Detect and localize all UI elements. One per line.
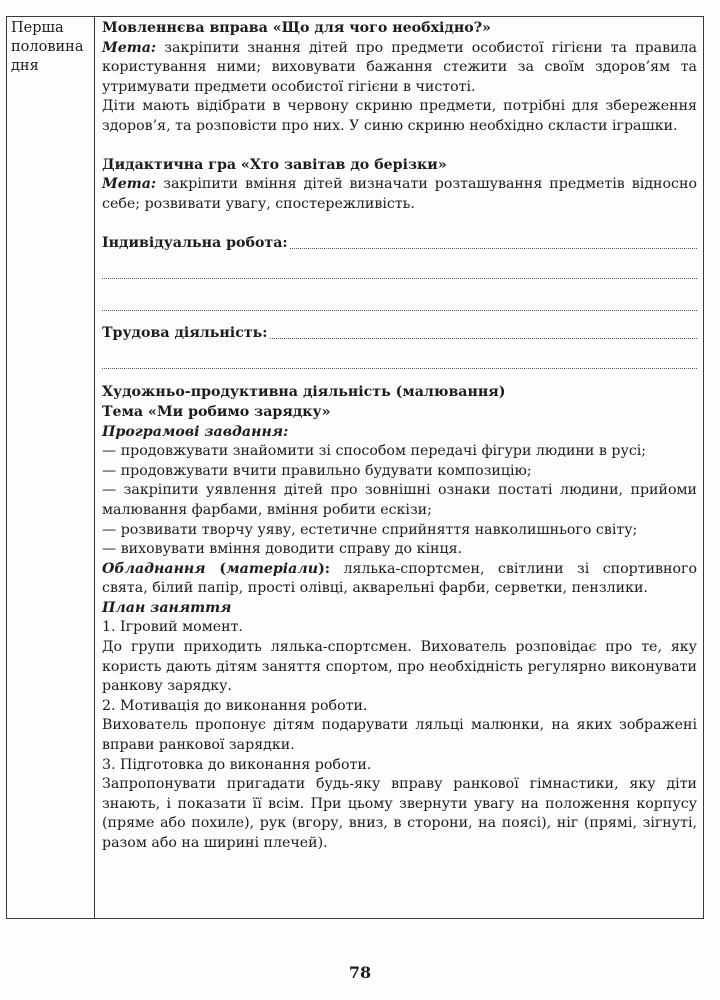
materials-label: матеріали: [226, 560, 319, 577]
plan-step-text: Вихователь пропонує дітям подарувати ляльці малюнки, на яких зображені вправи ранкової зарядки.: [102, 717, 697, 754]
art-activity-theme: Тема «Ми робимо зарядку»: [102, 403, 331, 420]
program-task-item: — продовжувати вчити правильно будувати композицію;: [102, 462, 532, 479]
plan-step-text: До групи приходить лялька-спортсмен. Вихователь розповідає про те, яку користь дають дітям заняття спортом, про необхідність регулярно виконувати ранкову зарядку.: [102, 639, 697, 695]
individual-work-label: Індивідуальна робота:: [102, 234, 288, 251]
page-number: 78: [348, 963, 372, 982]
program-task-item: — закріпити уявлення дітей про зовнішні ознаки постаті людини, прийоми малювання фарбами, вміння робити ескізи;: [102, 482, 697, 518]
equipment-text: лялька-спортсмен, світлини зі спортивного свята, білий папір, прості олівці, акварельні фарби, серветки, пензлики.: [102, 560, 698, 597]
program-task-item: — розвивати творчу уяву, естетичне сприйняття навколишнього світу;: [102, 521, 638, 538]
plan-step-text: Запропонувати пригадати будь-яку вправу ранкової гімнастики, яку діти знають, і показати її всім. При цьому звернути увагу на положення корпусу (пряме або похиле), рук (вгору, вниз, в сторони, на поясі), ніг (прямі, зігнуті, разом або на ширині плечей).: [102, 776, 697, 851]
fill-in-line: [102, 291, 697, 311]
program-task-item: — продовжувати знайомити зі способом передачі фігури людини в русі;: [102, 443, 647, 460]
fill-in-line: [290, 248, 697, 249]
speech-exercise-description: Діти мають відібрати в червону скриню предмети, потрібні для збереження здоров’я, та розповісти про них. У синю скриню необхідно скласти іграшки.: [102, 98, 697, 134]
plan-step-title: 2. Мотивація до виконання роботи.: [102, 697, 368, 714]
labor-activity-label: Трудова діяльність:: [102, 324, 268, 341]
plan-step-title: 1. Ігровий момент.: [102, 619, 243, 636]
goal-label: Мета:: [102, 39, 157, 56]
program-task-item: — виховувати вміння доводити справу до кінця.: [102, 541, 463, 558]
fill-in-line: [102, 349, 697, 369]
goal-label: Мета:: [102, 176, 157, 193]
activities-column: [95, 17, 703, 918]
time-label-line3: дня: [11, 58, 39, 74]
didactic-game-goal: [102, 175, 697, 214]
individual-work-row: [102, 233, 697, 253]
time-column: [7, 17, 95, 918]
equipment-paragraph: Обладнання (матеріали): лялька-спортсмен, світлини зі спортивного свята, білий папір, прості олівці, акварельні фарби, серветки, пензлики.: [102, 560, 698, 597]
goal-text: закріпити знання дітей про предмети особистої гігієни та правила користування ними; виховувати бажання стежити за своїм здоров’ям та утримувати предмети особистої гігієни в чистоті.: [102, 39, 697, 95]
time-label-line2: половина: [11, 39, 84, 55]
speech-exercise-title: Мовленнєва вправа «Що для чого необхідно?»: [102, 20, 491, 36]
goal-text: закріпити вміння дітей визначати розташування предметів відносно себе; розвивати увагу, спостережливість.: [102, 176, 697, 212]
fill-in-line: [270, 338, 698, 339]
program-tasks-label: Програмові завдання:: [102, 423, 289, 440]
time-label-line1: Перша: [11, 20, 64, 36]
didactic-game-title: Дидактична гра «Хто завітав до берізки»: [102, 156, 447, 173]
speech-exercise-goal: [102, 39, 697, 98]
lesson-table: [6, 16, 704, 919]
labor-activity-row: [102, 323, 697, 343]
lesson-plan-label: План заняття: [102, 599, 232, 616]
fill-in-line: [102, 259, 697, 279]
plan-step-title: 3. Підготовка до виконання роботи.: [102, 756, 372, 773]
art-activity-title: Художньо-продуктивна діяльність (малювання): [102, 384, 506, 401]
equipment-label: Обладнання: [102, 560, 206, 577]
